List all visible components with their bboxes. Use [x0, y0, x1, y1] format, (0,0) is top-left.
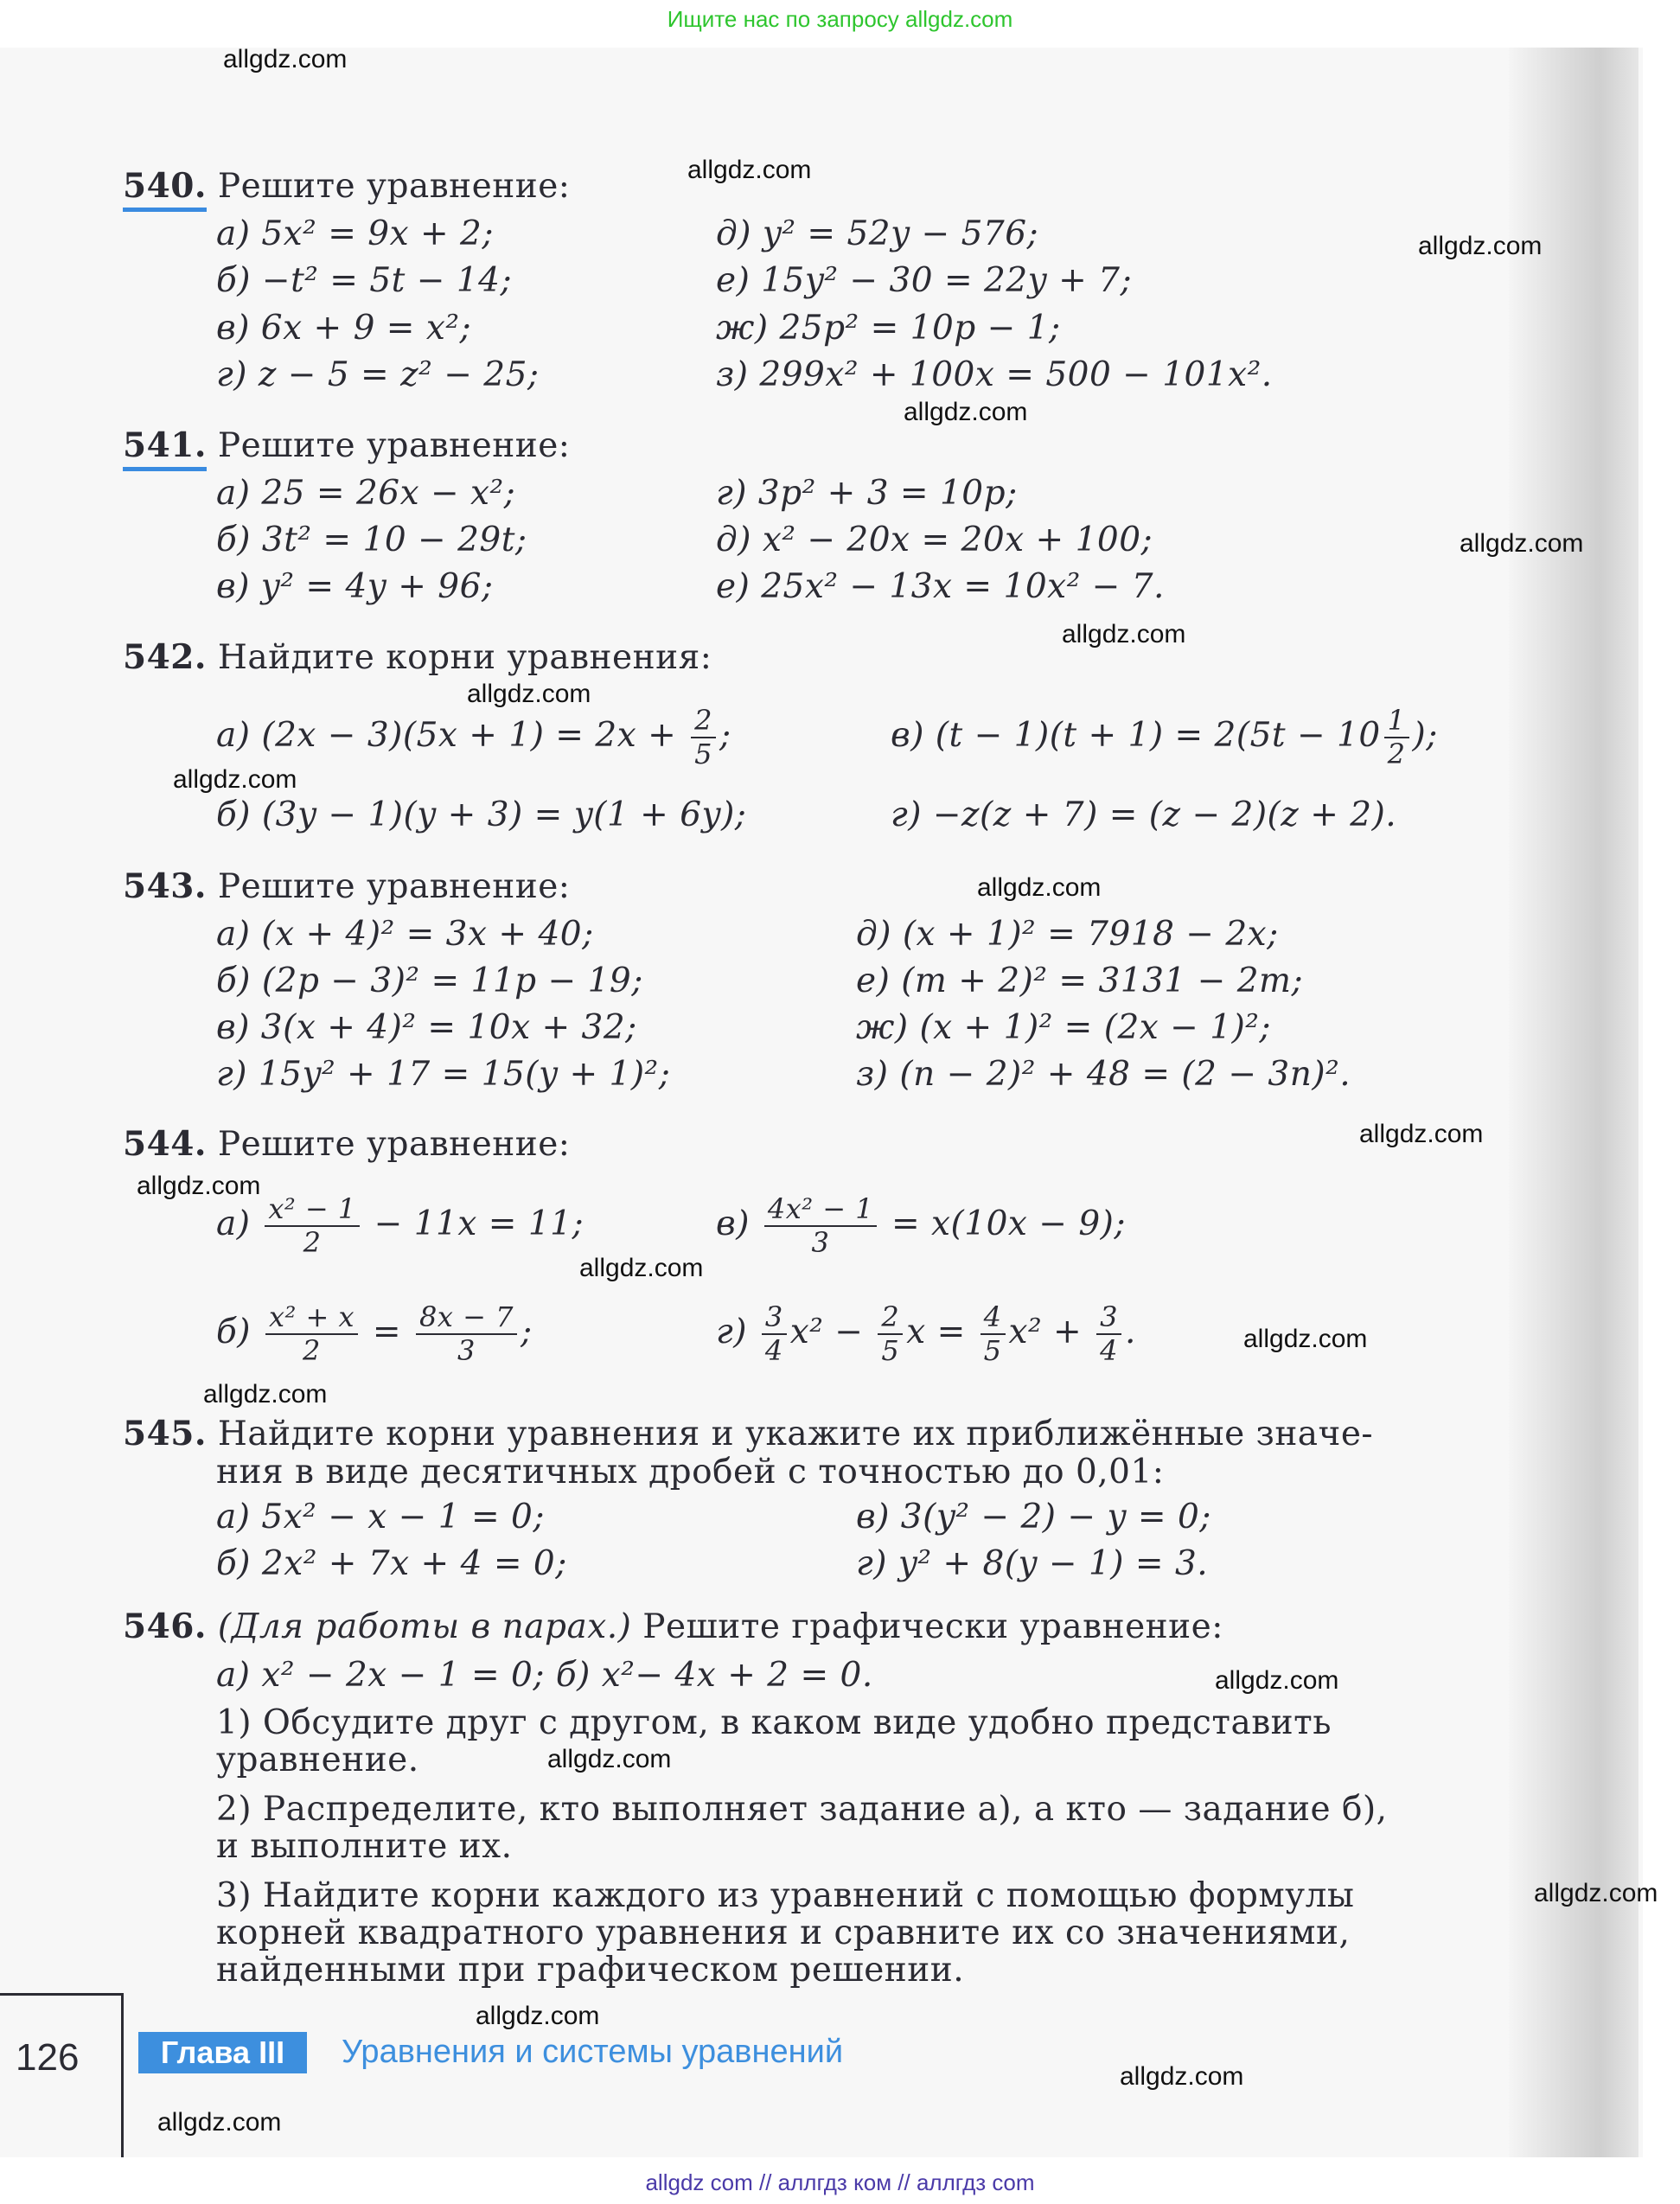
denominator: 5 [881, 1333, 900, 1367]
fraction [764, 1193, 877, 1259]
chapter-badge: Глава III [138, 2032, 307, 2073]
problem-number: 541. [123, 425, 207, 471]
eq-540-d: д) y² = 52y − 576; [716, 214, 1039, 253]
problem-title: Решите уравнение: [217, 426, 571, 465]
eq-541-b: б) 3t² = 10 − 29t; [216, 521, 527, 559]
problem-number: 546. [123, 1607, 207, 1646]
eq-540-b: б) −t² = 5t − 14; [216, 261, 513, 300]
eq-text: г) [716, 1312, 747, 1351]
numerator: x² + x [265, 1301, 358, 1335]
eq-545-g: г) y² + 8(y − 1) = 3. [856, 1544, 1209, 1583]
problem-number: 542. [123, 637, 207, 677]
fraction [878, 1301, 903, 1367]
problem-540-header [123, 166, 570, 206]
watermark: allgdz.com [467, 680, 591, 708]
eq-text: x = [906, 1312, 966, 1351]
eq-545-b: б) 2x² + 7x + 4 = 0; [216, 1544, 567, 1583]
fraction [416, 1301, 517, 1367]
step-1-line-1: 1) Обсудите друг с другом, в каком виде удобно представить [216, 1703, 1332, 1742]
problem-number: 540. [123, 166, 207, 212]
eq-541-d: д) x² − 20x = 20x + 100; [716, 521, 1153, 559]
denominator: 2 [303, 1225, 322, 1259]
step-2-line-1: 2) Распределите, кто выполняет задание а), а кто — задание б), [216, 1790, 1388, 1829]
numerator: 4x² − 1 [764, 1193, 877, 1227]
eq-text: = [372, 1312, 402, 1351]
eq-542-v [891, 705, 1438, 770]
eq-543-e: е) (m + 2)² = 3131 − 2m; [856, 961, 1304, 1000]
watermark: allgdz.com [687, 156, 812, 184]
numerator: 3 [1096, 1301, 1121, 1335]
watermark: allgdz.com [203, 1380, 328, 1409]
eq-544-a [216, 1193, 584, 1259]
watermark: allgdz.com [1418, 232, 1543, 260]
eq-541-a: а) 25 = 26x − x²; [216, 474, 516, 513]
watermark: allgdz.com [1534, 1879, 1658, 1907]
denominator: 5 [694, 737, 713, 770]
eq-541-v: в) y² = 4y + 96; [216, 567, 494, 606]
page-corner-rule [0, 1993, 121, 1996]
problem-number: 545. [123, 1414, 207, 1453]
eq-540-v: в) 6x + 9 = x²; [216, 309, 472, 348]
watermark: allgdz.com [977, 873, 1102, 902]
eq-543-g: г) 15y² + 17 = 15(y + 1)²; [216, 1055, 671, 1094]
eq-544-b [216, 1301, 533, 1367]
problem-number: 544. [123, 1124, 207, 1164]
eq-540-zh: ж) 25p² = 10p − 1; [716, 309, 1061, 348]
problem-note: (Для работы в парах.) [217, 1607, 632, 1646]
problem-title: Найдите корни уравнения: [217, 638, 712, 677]
eq-543-v: в) 3(x + 4)² = 10x + 32; [216, 1008, 637, 1047]
denominator: 4 [764, 1333, 783, 1367]
numerator: 3 [762, 1301, 787, 1335]
eq-text: а) [216, 1204, 251, 1243]
problem-title: Найдите корни уравнения и укажите их приближённые значе- [217, 1415, 1374, 1453]
problem-542-header [123, 637, 712, 677]
problem-544-header [123, 1124, 570, 1164]
eq-text: x² + [1008, 1312, 1083, 1351]
watermark: allgdz.com [1215, 1666, 1339, 1695]
eq-text: ); [1412, 715, 1438, 755]
eq-545-v: в) 3(y² − 2) − y = 0; [856, 1498, 1211, 1536]
chapter-title: Уравнения и системы уравнений [342, 2034, 844, 2070]
eq-542-b: б) (3y − 1)(y + 3) = y(1 + 6y); [216, 795, 747, 834]
problem-number: 543. [123, 866, 207, 906]
eq-544-v [716, 1193, 1126, 1259]
eq-text: . [1125, 1312, 1136, 1351]
eq-541-g: г) 3p² + 3 = 10p; [716, 474, 1018, 513]
eq-545-a: а) 5x² − x − 1 = 0; [216, 1498, 545, 1536]
watermark: allgdz.com [223, 45, 348, 73]
fraction [265, 1193, 359, 1259]
top-banner[interactable]: Ищите нас по запросу allgdz.com [667, 6, 1013, 32]
step-2-line-2: и выполните их. [216, 1827, 513, 1866]
eq-540-z: з) 299x² + 100x = 500 − 101x². [716, 355, 1273, 394]
eq-543-b: б) (2p − 3)² = 11p − 19; [216, 961, 643, 1000]
eq-543-a: а) (x + 4)² = 3x + 40; [216, 915, 594, 954]
eq-540-g: г) z − 5 = z² − 25; [216, 355, 540, 394]
step-3-line-3: найденными при графическом решении. [216, 1951, 965, 1990]
eq-544-g [716, 1301, 1136, 1367]
problem-546-header [123, 1607, 1223, 1646]
footer-links[interactable]: allgdz com // аллгдз ком // аллгдз com [645, 2169, 1035, 2195]
problem-title: Решите уравнение: [217, 167, 571, 206]
eq-text: x² − [789, 1312, 864, 1351]
denominator: 2 [303, 1333, 321, 1367]
step-3-line-2: корней квадратного уравнения и сравните их со значениями, [216, 1913, 1351, 1952]
watermark: allgdz.com [476, 2002, 600, 2030]
problem-541-header [123, 425, 570, 465]
watermark: allgdz.com [137, 1172, 261, 1200]
eq-text: в) [716, 1204, 750, 1243]
problem-545-title-cont: ния в виде десятичных дробей с точностью до 0,01: [216, 1453, 1165, 1492]
eq-543-z: з) (n − 2)² + 48 = (2 − 3n)². [856, 1055, 1351, 1094]
eq-542-g: г) −z(z + 7) = (z − 2)(z + 2). [891, 795, 1397, 834]
problem-title: Решите уравнение: [217, 867, 571, 906]
fraction [265, 1301, 358, 1367]
eq-543-zh: ж) (x + 1)² = (2x − 1)²; [856, 1008, 1272, 1047]
eq-543-d: д) (x + 1)² = 7918 − 2x; [856, 915, 1279, 954]
eq-text: − 11x = 11; [374, 1204, 584, 1243]
eq-540-e: е) 15y² − 30 = 22y + 7; [716, 261, 1133, 300]
problem-title: Решите уравнение: [217, 1125, 571, 1164]
numerator: 2 [878, 1301, 903, 1335]
numerator: 2 [691, 705, 716, 738]
watermark: allgdz.com [904, 398, 1028, 426]
watermark: allgdz.com [579, 1254, 704, 1282]
watermark: allgdz.com [1243, 1325, 1368, 1353]
eq-text: в) (t − 1)(t + 1) = 2(5t − 10 [891, 715, 1381, 755]
step-3-line-1: 3) Найдите корни каждого из уравнений с помощью формулы [216, 1876, 1355, 1915]
page-number: 126 [16, 2036, 80, 2079]
step-1-line-2: уравнение. [216, 1741, 419, 1779]
watermark: allgdz.com [173, 765, 297, 794]
eq-text: ; [719, 715, 731, 755]
denominator: 2 [1387, 737, 1406, 770]
fraction [691, 705, 716, 770]
numerator: 4 [981, 1301, 1006, 1335]
denominator: 4 [1100, 1333, 1119, 1367]
watermark: allgdz.com [1359, 1120, 1484, 1148]
numerator: 1 [1384, 705, 1409, 738]
book-spine-shadow [1509, 48, 1638, 2157]
eq-540-a: а) 5x² = 9x + 2; [216, 214, 495, 253]
denominator: 3 [457, 1333, 476, 1367]
problem-545-header [123, 1414, 1373, 1453]
eq-542-a [216, 705, 731, 770]
fraction [1096, 1301, 1121, 1367]
numerator: 8x − 7 [416, 1301, 517, 1335]
eq-text: б) [216, 1312, 252, 1351]
watermark: allgdz.com [1062, 620, 1186, 648]
fraction [981, 1301, 1006, 1367]
eq-546-ab: а) x² − 2x − 1 = 0; б) x²− 4x + 2 = 0. [216, 1656, 873, 1695]
problem-title: Решите графически уравнение: [642, 1607, 1223, 1646]
page-corner-rule-vertical [121, 1993, 124, 2157]
denominator: 5 [983, 1333, 1002, 1367]
numerator: x² − 1 [265, 1193, 359, 1227]
watermark: allgdz.com [1120, 2062, 1244, 2091]
eq-text: = x(10x − 9); [891, 1204, 1127, 1243]
eq-541-e: е) 25x² − 13x = 10x² − 7. [716, 567, 1165, 606]
eq-text: ; [520, 1312, 533, 1351]
denominator: 3 [811, 1225, 830, 1259]
eq-text: а) (2x − 3)(5x + 1) = 2x + [216, 715, 677, 755]
watermark: allgdz.com [1460, 529, 1584, 558]
watermark: allgdz.com [157, 2108, 282, 2137]
fraction [1384, 705, 1409, 770]
watermark: allgdz.com [547, 1745, 672, 1773]
fraction [762, 1301, 787, 1367]
problem-543-header [123, 866, 570, 906]
